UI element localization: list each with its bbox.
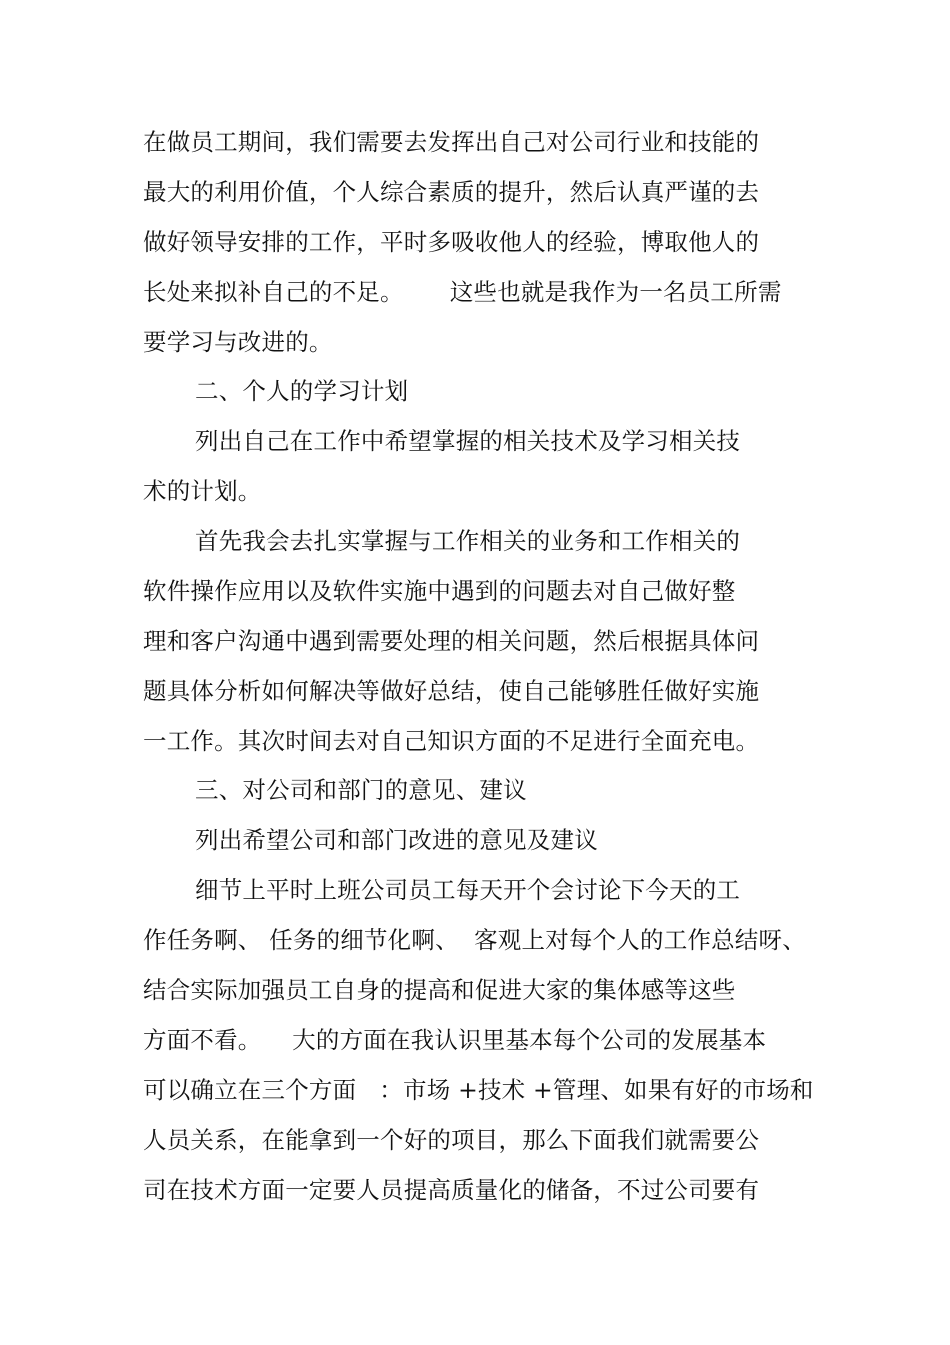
- paragraph-line: 方面不看。 大的方面在我认识里基本每个公司的发展基本: [143, 1026, 767, 1054]
- paragraph-line: 软件操作应用以及软件实施中遇到的问题去对自己做好整: [143, 577, 736, 605]
- section-heading: 三、对公司和部门的意见、建议: [195, 776, 527, 804]
- paragraph-line: 理和客户沟通中遇到需要处理的相关问题，然后根据具体问: [143, 627, 760, 655]
- paragraph-line: 最大的利用价值，个人综合素质的提升，然后认真严谨的去: [143, 178, 760, 206]
- paragraph-line: 结合实际加强员工自身的提高和促进大家的集体感等这些: [143, 976, 736, 1004]
- paragraph-line: 司在技术方面一定要人员提高质量化的储备，不过公司要有: [143, 1176, 760, 1204]
- paragraph-line: 长处来拟补自己的不足。 这些也就是我作为一名员工所需: [143, 278, 782, 306]
- paragraph-line: 细节上平时上班公司员工每天开个会讨论下今天的工: [195, 876, 741, 904]
- paragraph-line: 首先我会去扎实掌握与工作相关的业务和工作相关的: [195, 527, 741, 555]
- paragraph-line: 题具体分析如何解决等做好总结，使自己能够胜任做好实施: [143, 677, 760, 705]
- paragraph-line: 作任务啊、 任务的细节化啊、 客观上对每个人的工作总结呀、: [143, 926, 806, 954]
- paragraph-line: 列出希望公司和部门改进的意见及建议: [195, 826, 598, 854]
- paragraph-line: 列出自己在工作中希望掌握的相关技术及学习相关技: [195, 427, 741, 455]
- paragraph-line: 术的计划。: [143, 477, 262, 505]
- paragraph-line: 要学习与改进的。: [143, 328, 333, 356]
- paragraph-line: 一工作。其次时间去对自己知识方面的不足进行全面充电。: [143, 727, 760, 755]
- paragraph-line: 可以确立在三个方面 ：市场 +技术 +管理、如果有好的市场和: [143, 1076, 814, 1104]
- paragraph-line: 在做员工期间，我们需要去发挥出自己对公司行业和技能的: [143, 128, 760, 156]
- paragraph-line: 人员关系，在能拿到一个好的项目，那么下面我们就需要公: [143, 1126, 760, 1154]
- section-heading: 二、个人的学习计划: [195, 377, 409, 405]
- paragraph-line: 做好领导安排的工作，平时多吸收他人的经验，博取他人的: [143, 228, 760, 256]
